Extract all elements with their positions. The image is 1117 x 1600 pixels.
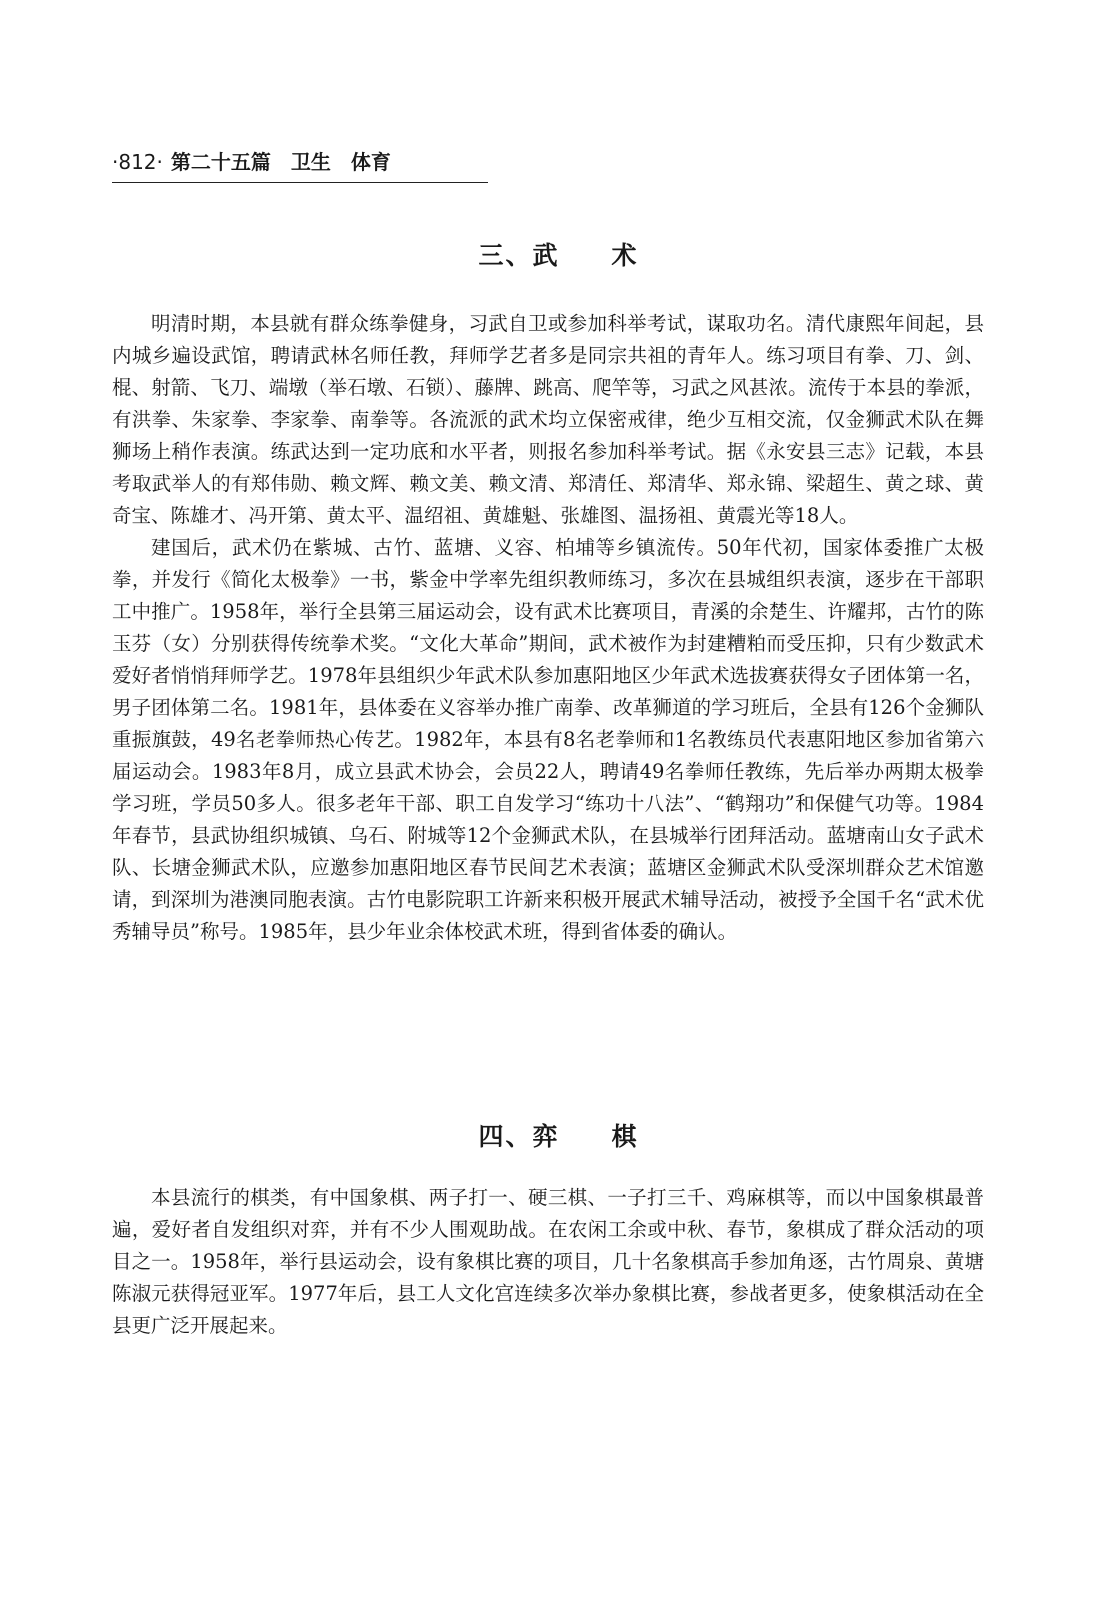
section-heading-number: 三、武 bbox=[478, 241, 560, 270]
section-heading-martial-arts bbox=[0, 236, 1117, 272]
header-text bbox=[112, 146, 391, 175]
chapter-title: 第二十五篇 卫生 体育 bbox=[170, 150, 391, 174]
paragraph: 明清时期，本县就有群众练拳健身，习武自卫或参加科举考试，谋取功名。清代康熙年间起，县内城乡遍设武馆，聘请武林名师任教，拜师学艺者多是同宗共祖的青年人。练习项目有拳、刀、剑、棍、射箭、飞刀、端墩（举石墩、石锁）、藤牌、跳高、爬竿等，习武之风甚浓。流传于本县的拳派，有洪拳、朱家拳、李家拳、南拳等。各流派的武术均立保密戒律，绝少互相交流，仅金狮武术队在舞狮场上稍作表演。练武达到一定功底和水平者，则报名参加科举考试。据《永安县三志》记载，本县考取武举人的有郑伟勋、赖文辉、赖文美、赖文清、郑清任、郑清华、郑永锦、梁超生、黄之球、黄奇宝、陈雄才、冯开第、黄太平、温绍祖、黄雄魁、张雄图、温扬祖、黄震光等18人。 bbox=[112, 312, 984, 527]
section-body-martial-arts bbox=[112, 308, 984, 948]
section-heading-number: 四、弈 bbox=[478, 1122, 560, 1151]
section-heading-end: 术 bbox=[611, 241, 639, 270]
section-heading-end: 棋 bbox=[611, 1122, 639, 1151]
running-header bbox=[112, 146, 488, 186]
paragraph: 本县流行的棋类，有中国象棋、两子打一、硬三棋、一子打三千、鸡麻棋等，而以中国象棋最普遍，爱好者自发组织对弈，并有不少人围观助战。在农闲工余或中秋、春节，象棋成了群众活动的项目之一。1958年，举行县运动会，设有象棋比赛的项目，几十名象棋高手参加角逐，古竹周泉、黄塘陈淑元获得冠亚军。1977年后，县工人文化宫连续多次举办象棋比赛，参战者更多，使象棋活动在全县更广泛开展起来。 bbox=[112, 1186, 984, 1337]
page-number: ·812· bbox=[112, 150, 163, 174]
header-rule bbox=[112, 182, 488, 183]
section-heading-chess bbox=[0, 1117, 1117, 1153]
paragraph: 建国后，武术仍在紫城、古竹、蓝塘、义容、柏埔等乡镇流传。50年代初，国家体委推广太极拳，并发行《简化太极拳》一书，紫金中学率先组织教师练习，多次在县城组织表演，逐步在干部职工中推广。1958年，举行全县第三届运动会，设有武术比赛项目，青溪的余楚生、许耀邦，古竹的陈玉芬（女）分别获得传统拳术奖。“文化大革命”期间，武术被作为封建糟粕而受压抑，只有少数武术爱好者悄悄拜师学艺。1978年县组织少年武术队参加惠阳地区少年武术选拔赛获得女子团体第一名，男子团体第二名。1981年，县体委在义容举办推广南拳、改革狮道的学习班后，全县有126个金狮队重振旗鼓，49名老拳师热心传艺。1982年，本县有8名老拳师和1名教练员代表惠阳地区参加省第六届运动会。1983年8月，成立县武术协会，会员22人，聘请49名拳师任教练，先后举办两期太极拳学习班，学员50多人。很多老年干部、职工自发学习“练功十八法”、“鹤翔功”和保健气功等。1984年春节，县武协组织城镇、乌石、附城等12个金狮武术队，在县城举行团拜活动。蓝塘南山女子武术队、长塘金狮武术队，应邀参加惠阳地区春节民间艺术表演；蓝塘区金狮武术队受深圳群众艺术馆邀请，到深圳为港澳同胞表演。古竹电影院职工许新来积极开展武术辅导活动，被授予全国千名“武术优秀辅导员”称号。1985年，县少年业余体校武术班，得到省体委的确认。 bbox=[112, 536, 984, 943]
section-body-chess bbox=[112, 1182, 984, 1342]
